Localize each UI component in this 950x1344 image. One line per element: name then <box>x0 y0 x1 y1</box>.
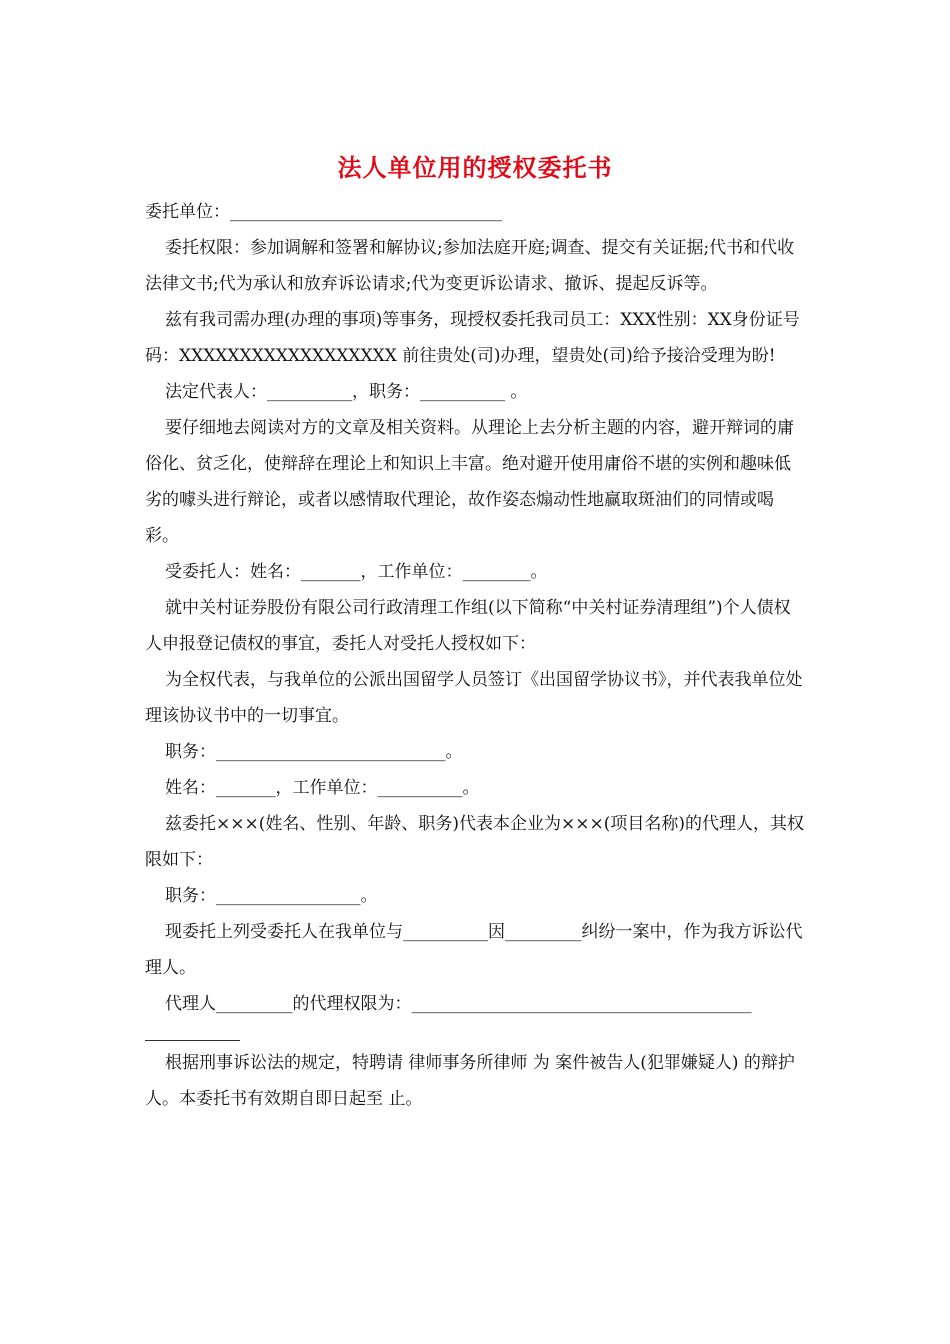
document-title: 法人单位用的授权委托书 <box>337 153 613 182</box>
paragraph-trustee: 受委托人：姓名：_______，工作单位：________。 <box>165 562 548 582</box>
paragraph-litigation-agent: 现委托上列受委托人在我单位与__________因_________纠纷一案中，作为我方诉讼代理人。 <box>145 922 803 978</box>
continuation-rule <box>145 1022 240 1041</box>
paragraph-name-unit: 姓名：_______，工作单位：__________。 <box>165 778 480 798</box>
paragraph-criminal-defense: 根据刑事诉讼法的规定，特聘请 律师事务所律师 为 案件被告人(犯罪嫌疑人) 的辩护人。本委托书有效期自即日起至 止。 <box>145 1053 795 1109</box>
paragraph-employee-authorization: 兹有我司需办理(办理的事项)等事务，现授权委托我司员工：XXX性别：XX身份证号码：XXXXXXXXXXXXXXXXXX 前往贵处(司)办理，望贵处(司)给予接洽受理为盼! <box>145 310 800 366</box>
paragraph-zhongguancun: 就中关村证券股份有限公司行政清理工作组(以下简称“中关村证券清理组”)个人债权人申报登记债权的事宜，委托人对受托人授权如下： <box>145 598 791 654</box>
paragraph-position-2: 职务：_________________。 <box>165 886 378 906</box>
paragraph-legal-representative: 法定代表人：__________，职务：__________ 。 <box>165 382 528 402</box>
paragraph-entrusting-unit: 委托单位：________________________________ <box>145 202 502 222</box>
paragraph-position-1: 职务：___________________________。 <box>165 742 463 762</box>
paragraph-debate-advice: 要仔细地去阅读对方的文章及相关资料。从理论上去分析主题的内容，避开辩词的庸俗化、贫乏化，使辩辞在理论上和知识上丰富。绝对避开使用庸俗不堪的实例和趣味低劣的噱头进行辩论，或者以感情取代理论，故作姿态煽动性地赢取斑油们的同情或喝彩。 <box>145 418 794 546</box>
paragraph-authority-scope: 委托权限：参加调解和签署和解协议;参加法庭开庭;调查、提交有关证据;代书和代收法律文书;代为承认和放弃诉讼请求;代为变更诉讼请求、撤诉、提起反诉等。 <box>145 238 795 294</box>
document-body <box>145 194 805 1117</box>
paragraph-enterprise-agent: 兹委托×××(姓名、性别、年龄、职务)代表本企业为×××(项目名称)的代理人，其权限如下： <box>145 814 804 870</box>
paragraph-full-representation: 为全权代表，与我单位的公派出国留学人员签订《出国留学协议书》，并代表我单位处理该协议书中的一切事宜。 <box>145 670 803 726</box>
paragraph-agent-authority: 代理人_________的代理权限为：________________________________________ <box>165 994 752 1014</box>
